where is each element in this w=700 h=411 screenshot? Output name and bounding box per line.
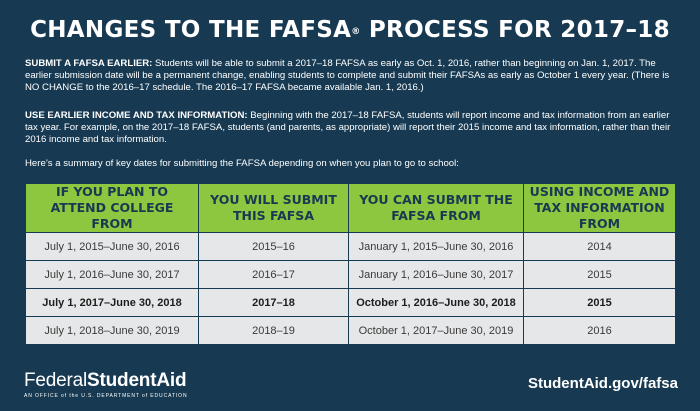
federal-student-aid-logo (24, 371, 188, 399)
header-submit-from: YOU CAN SUBMIT THE FAFSA FROM (349, 184, 524, 233)
cell-tax-year: 2015 (524, 289, 676, 317)
table-row (26, 261, 676, 289)
header-submit-fafsa: YOU WILL SUBMIT THIS FAFSA (199, 184, 349, 233)
cell-fafsa: 2015–16 (199, 233, 349, 261)
cell-attend: July 1, 2016–June 30, 2017 (26, 261, 199, 289)
table-header-row (26, 184, 676, 233)
cell-tax-year: 2015 (524, 261, 676, 289)
cell-fafsa: 2016–17 (199, 261, 349, 289)
cell-attend: July 1, 2018–June 30, 2019 (26, 317, 199, 345)
submit-earlier-paragraph (25, 58, 680, 94)
table-row (26, 317, 676, 345)
cell-attend: July 1, 2017–June 30, 2018 (26, 289, 199, 317)
header-tax-info: USING INCOME AND TAX INFORMATION FROM (524, 184, 676, 233)
cell-fafsa: 2017–18 (199, 289, 349, 317)
cell-submit-from: January 1, 2015–June 30, 2016 (349, 233, 524, 261)
logo-wordmark: FederalStudentAid (24, 370, 187, 391)
earlier-income-heading: USE EARLIER INCOME AND TAX INFORMATION: (25, 110, 248, 121)
table-row-highlighted (26, 289, 676, 317)
website-link[interactable]: StudentAid.gov/fafsa (527, 375, 678, 392)
cell-submit-from: October 1, 2017–June 30, 2019 (349, 317, 524, 345)
cell-attend: July 1, 2015–June 30, 2016 (26, 233, 199, 261)
cell-submit-from: January 1, 2016–June 30, 2017 (349, 261, 524, 289)
registered-mark: ® (351, 27, 361, 37)
cell-tax-year: 2014 (524, 233, 676, 261)
submit-earlier-text: Students will be able to submit a 2017–18 FAFSA as early as Oct. 1, 2016, rather than beginning on Jan. 1, 2017. The earlier submission date will be a permanent change, enabling students to complete and submit their FAFSAs as early as October 1 every year. (There is NO CHANGE to the 2016–17 schedule. The 2016–17 FAFSA became available Jan. 1, 2016.) (25, 58, 670, 93)
header-attend-college: IF YOU PLAN TO ATTEND COLLEGE FROM (26, 184, 199, 233)
summary-intro: Here’s a summary of key dates for submitting the FAFSA depending on when you plan to go to school: (25, 158, 459, 169)
key-dates-table (25, 183, 676, 345)
table-row (26, 233, 676, 261)
submit-earlier-heading: SUBMIT A FAFSA EARLIER: (25, 58, 153, 69)
page-title: CHANGES TO THE FAFSA® PROCESS FOR 2017–18 (30, 17, 670, 43)
cell-tax-year: 2016 (524, 317, 676, 345)
earlier-income-paragraph (25, 110, 680, 146)
cell-fafsa: 2018–19 (199, 317, 349, 345)
logo-tagline: AN OFFICE of the U.S. DEPARTMENT of EDUCATION (24, 393, 188, 399)
cell-submit-from: October 1, 2016–June 30, 2018 (349, 289, 524, 317)
earlier-income-text: Beginning with the 2017–18 FAFSA, students will report income and tax information from an earlier tax year. For example, on the 2017–18 FAFSA, students (and parents, as appropriate) will report their 2015 income and tax information, rather than their 2016 income and tax information. (25, 110, 671, 145)
